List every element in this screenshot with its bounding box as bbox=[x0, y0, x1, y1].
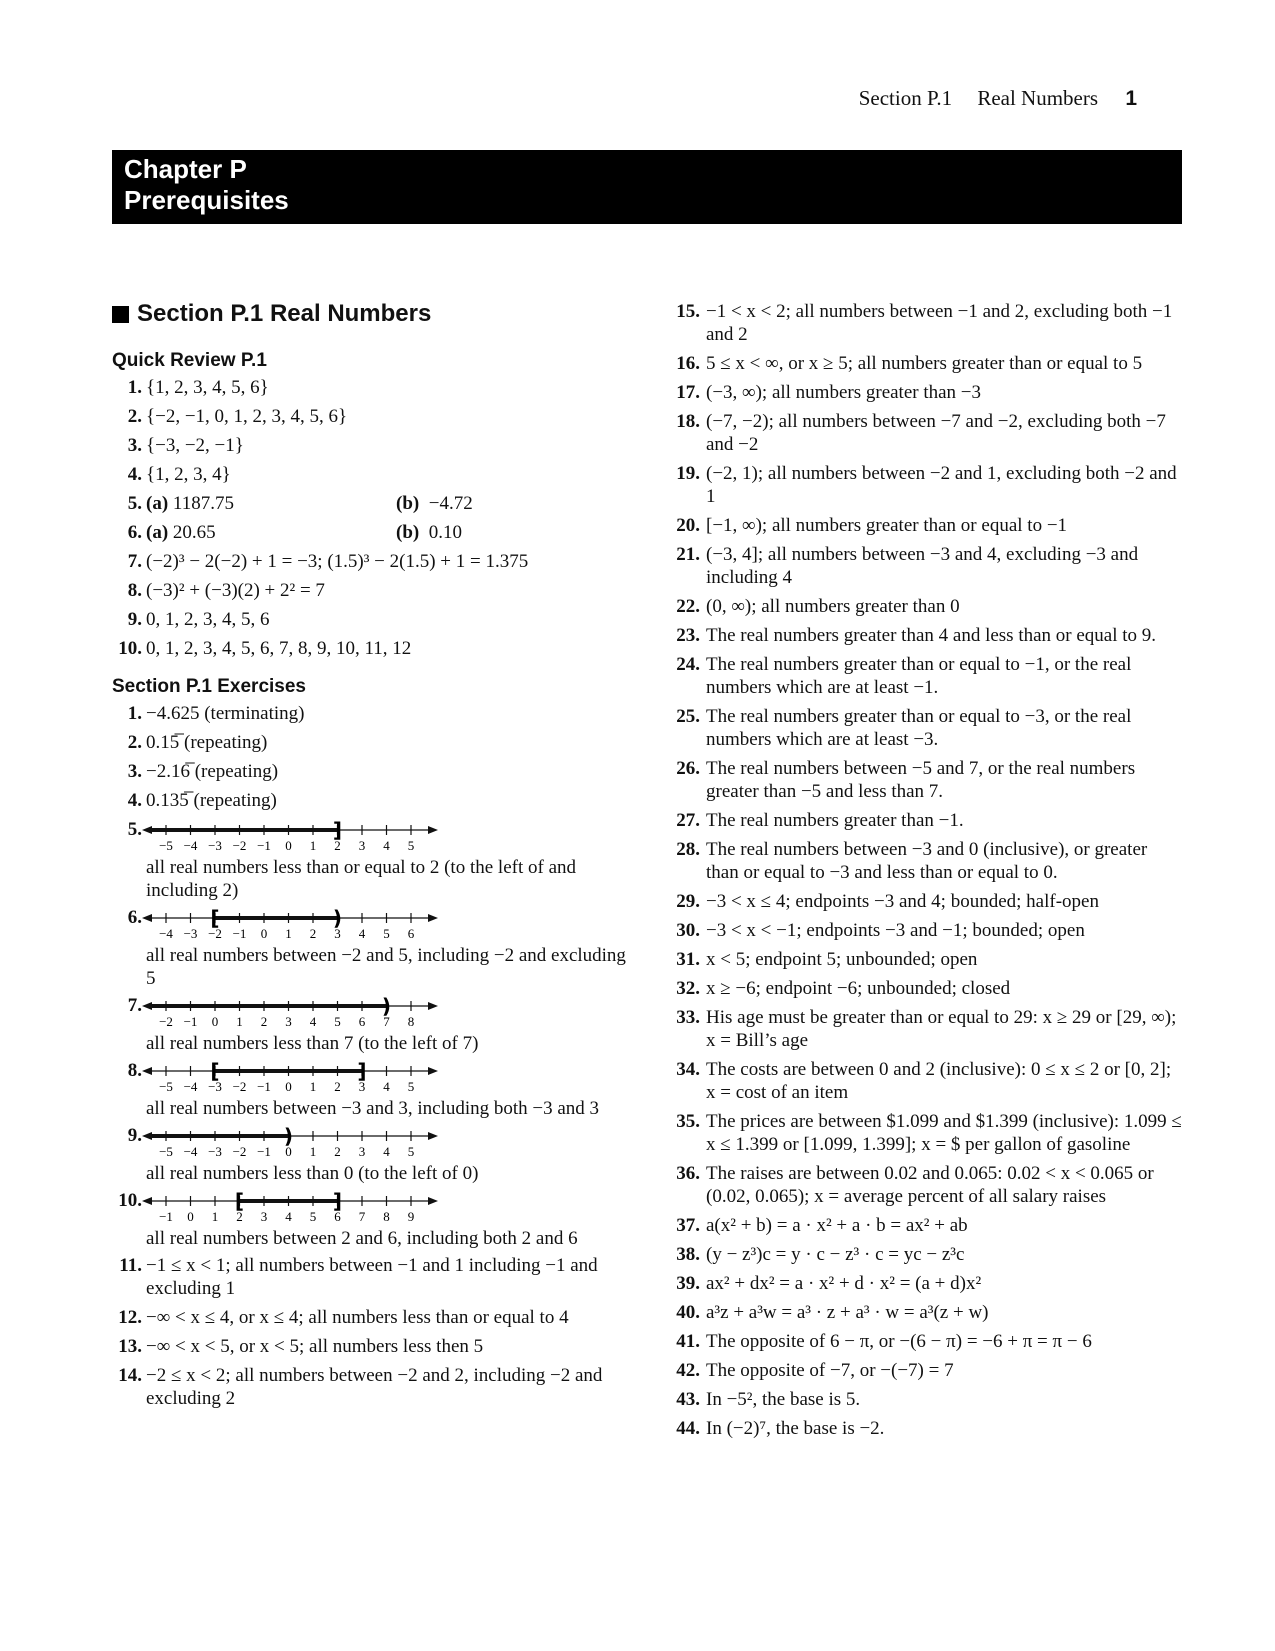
item-number: 15. bbox=[676, 301, 700, 322]
number-line bbox=[142, 1189, 442, 1225]
tick-label: −1 bbox=[257, 1144, 271, 1159]
list-item bbox=[112, 608, 632, 631]
number-line-item bbox=[112, 906, 632, 990]
tick-label: 5 bbox=[334, 1014, 341, 1029]
tick-label: 2 bbox=[309, 926, 317, 941]
item-number: 8. bbox=[127, 580, 142, 601]
tick-label: −3 bbox=[183, 926, 198, 941]
item-number: 6. bbox=[127, 907, 142, 928]
right-arrow-icon bbox=[428, 914, 438, 922]
tick-label: 3 bbox=[260, 1209, 268, 1224]
item-text: The opposite of −7, or −(−7) = 7 bbox=[706, 1360, 954, 1381]
tick-label: 4 bbox=[383, 1144, 390, 1159]
tick-label: −3 bbox=[208, 1079, 222, 1094]
section-heading-text: Section P.1 Real Numbers bbox=[137, 300, 432, 327]
item-number: 29. bbox=[676, 891, 700, 912]
item-number: 22. bbox=[676, 596, 700, 617]
tick-label: −2 bbox=[208, 926, 222, 941]
number-line-description: all real numbers less than or equal to 2 (to the left of and including 2) bbox=[146, 857, 577, 901]
item-number: 44. bbox=[676, 1418, 700, 1439]
item-number: 1. bbox=[127, 703, 142, 724]
list-item bbox=[672, 1058, 1182, 1104]
tick-label: 0 bbox=[187, 1209, 194, 1224]
left-endpoint-bracket: [ bbox=[210, 1059, 220, 1083]
item-text: The real numbers greater than or equal to −1, or the real numbers which are at least −1. bbox=[706, 654, 1132, 698]
item-text: {1, 2, 3, 4} bbox=[146, 464, 231, 485]
item-text: The real numbers greater than or equal to −3, or the real numbers which are at least −3. bbox=[706, 706, 1132, 750]
item-text: (−2)³ − 2(−2) + 1 = −3; (1.5)³ − 2(1.5) + 1 = 1.375 bbox=[146, 551, 529, 572]
item-number: 3. bbox=[127, 435, 142, 456]
item-text: {−3, −2, −1} bbox=[146, 435, 244, 456]
list-item bbox=[672, 624, 1182, 647]
item-number: 13. bbox=[118, 1336, 142, 1357]
tick-label: 8 bbox=[383, 1209, 390, 1224]
item-text: 0, 1, 2, 3, 4, 5, 6 bbox=[146, 609, 270, 630]
quick-review-heading: Quick Review P.1 bbox=[112, 350, 267, 371]
item-text: [−1, ∞); all numbers greater than or equal to −1 bbox=[706, 515, 1068, 536]
item-text: x < 5; endpoint 5; unbounded; open bbox=[706, 949, 978, 970]
item-number: 25. bbox=[676, 706, 700, 727]
item-number: 39. bbox=[676, 1273, 700, 1294]
list-item bbox=[672, 1006, 1182, 1052]
item-text: (−3, ∞); all numbers greater than −3 bbox=[706, 382, 982, 403]
item-text: (0, ∞); all numbers greater than 0 bbox=[706, 596, 960, 617]
item-text: (y − z³)c = y · c − z³ · c = yc − z³c bbox=[706, 1244, 965, 1265]
tick-label: 1 bbox=[211, 1209, 219, 1224]
tick-label: 2 bbox=[334, 838, 341, 853]
list-item bbox=[112, 405, 632, 428]
tick-label: −4 bbox=[183, 1079, 198, 1094]
tick-label: 2 bbox=[260, 1014, 268, 1029]
list-item bbox=[672, 410, 1182, 456]
item-text: (−3, 4]; all numbers between −3 and 4, excluding −3 and including 4 bbox=[706, 544, 1139, 588]
item-number: 17. bbox=[676, 382, 700, 403]
item-text: 0.15̅ (repeating) bbox=[146, 732, 268, 753]
right-endpoint-bracket: ] bbox=[357, 1059, 367, 1083]
list-item bbox=[112, 550, 632, 573]
tick-label: −1 bbox=[159, 1209, 173, 1224]
tick-label: −5 bbox=[159, 838, 173, 853]
item-number: 4. bbox=[127, 790, 142, 811]
tick-label: 3 bbox=[358, 1079, 366, 1094]
tick-label: 5 bbox=[309, 1209, 317, 1224]
list-item bbox=[672, 1110, 1182, 1156]
left-arrow-icon bbox=[142, 914, 152, 922]
list-item bbox=[112, 579, 632, 602]
item-number: 36. bbox=[676, 1163, 700, 1184]
tick-label: −2 bbox=[232, 838, 247, 853]
item-number: 6. bbox=[127, 522, 142, 543]
item-text: a(x² + b) = a · x² + a · b = ax² + ab bbox=[706, 1215, 968, 1236]
list-item bbox=[672, 977, 1182, 1000]
list-item bbox=[672, 705, 1182, 751]
item-number: 41. bbox=[676, 1331, 700, 1352]
tick-label: 5 bbox=[407, 1144, 415, 1159]
tick-label: −1 bbox=[257, 1079, 271, 1094]
item-text: −2 ≤ x < 2; all numbers between −2 and 2, including −2 and excluding 2 bbox=[146, 1365, 603, 1409]
list-item bbox=[672, 1243, 1182, 1266]
running-head-section: Section P.1 bbox=[858, 86, 953, 110]
tick-label: 4 bbox=[285, 1209, 292, 1224]
list-item bbox=[672, 1359, 1182, 1382]
number-line-description: all real numbers less than 0 (to the left of 0) bbox=[146, 1163, 479, 1184]
part-value: 1187.75 bbox=[172, 493, 234, 514]
square-bullet-icon bbox=[112, 306, 129, 323]
number-line-item bbox=[112, 994, 632, 1055]
right-arrow-icon bbox=[428, 1067, 438, 1075]
part-value: 0.10 bbox=[428, 522, 462, 543]
item-text: −1 ≤ x < 1; all numbers between −1 and 1 including −1 and excluding 1 bbox=[146, 1255, 598, 1299]
item-text: a³z + a³w = a³ · z + a³ · w = a³(z + w) bbox=[706, 1302, 989, 1323]
quick-review-list-continued bbox=[112, 550, 632, 660]
item-number: 18. bbox=[676, 411, 700, 432]
tick-label: 4 bbox=[309, 1014, 317, 1029]
tick-label: 3 bbox=[285, 1014, 292, 1029]
tick-label: 2 bbox=[236, 1209, 243, 1224]
tick-label: −1 bbox=[183, 1014, 198, 1029]
item-text: −3 < x < −1; endpoints −3 and −1; bounded; open bbox=[706, 920, 1085, 941]
item-number: 37. bbox=[676, 1215, 700, 1236]
item-text: −2.16̅ (repeating) bbox=[146, 761, 279, 782]
item-text: {−2, −1, 0, 1, 2, 3, 4, 5, 6} bbox=[146, 406, 348, 427]
list-item bbox=[672, 352, 1182, 375]
list-item bbox=[672, 809, 1182, 832]
tick-label: −1 bbox=[257, 838, 271, 853]
part-value: 20.65 bbox=[172, 522, 216, 543]
list-item bbox=[112, 521, 632, 544]
list-item bbox=[672, 1330, 1182, 1353]
list-item bbox=[112, 1306, 632, 1329]
item-text: −∞ < x ≤ 4, or x ≤ 4; all numbers less than or equal to 4 bbox=[146, 1307, 569, 1328]
item-number: 40. bbox=[676, 1302, 700, 1323]
item-number: 2. bbox=[127, 406, 142, 427]
list-item bbox=[672, 653, 1182, 699]
tick-label: 9 bbox=[407, 1209, 415, 1224]
tick-label: 6 bbox=[407, 926, 415, 941]
number-line-description: all real numbers less than 7 (to the left of 7) bbox=[146, 1033, 479, 1054]
number-line bbox=[142, 818, 442, 854]
chapter-label: Chapter P bbox=[124, 154, 247, 184]
list-item bbox=[672, 948, 1182, 971]
item-number: 43. bbox=[676, 1389, 700, 1410]
list-item bbox=[112, 376, 632, 399]
item-text: 0, 1, 2, 3, 4, 5, 6, 7, 8, 9, 10, 11, 12 bbox=[146, 638, 412, 659]
tick-label: 5 bbox=[407, 1079, 415, 1094]
list-item bbox=[672, 1417, 1182, 1440]
tick-label: 7 bbox=[358, 1209, 366, 1224]
tick-label: −4 bbox=[159, 926, 173, 941]
number-line-item bbox=[112, 1189, 632, 1250]
number-line bbox=[142, 1059, 442, 1095]
quick-review-list bbox=[112, 376, 632, 486]
number-line-description: all real numbers between −3 and 3, including both −3 and 3 bbox=[146, 1098, 600, 1119]
list-item bbox=[672, 514, 1182, 537]
item-number: 11. bbox=[119, 1255, 142, 1276]
tick-label: −2 bbox=[159, 1014, 173, 1029]
list-item bbox=[672, 757, 1182, 803]
tick-label: 2 bbox=[334, 1144, 341, 1159]
item-text: {1, 2, 3, 4, 5, 6} bbox=[146, 377, 269, 398]
left-arrow-icon bbox=[142, 1067, 152, 1075]
list-item bbox=[672, 595, 1182, 618]
list-item bbox=[672, 1162, 1182, 1208]
list-item bbox=[672, 300, 1182, 346]
item-number: 3. bbox=[127, 761, 142, 782]
item-number: 5. bbox=[127, 819, 142, 840]
tick-label: −2 bbox=[232, 1079, 247, 1094]
list-item bbox=[672, 381, 1182, 404]
item-number: 12. bbox=[118, 1307, 142, 1328]
item-text: −∞ < x < 5, or x < 5; all numbers less then 5 bbox=[146, 1336, 484, 1357]
left-arrow-icon bbox=[142, 1197, 152, 1205]
list-item bbox=[112, 702, 632, 725]
item-number: 7. bbox=[127, 551, 142, 572]
list-item bbox=[112, 1364, 632, 1410]
part-label: (a) bbox=[146, 522, 169, 543]
item-text: (−3)² + (−3)(2) + 2² = 7 bbox=[146, 580, 325, 601]
list-item bbox=[112, 434, 632, 457]
item-text: His age must be greater than or equal to 29: x ≥ 29 or [29, ∞); x = Bill’s age bbox=[706, 1007, 1177, 1051]
item-number: 26. bbox=[676, 758, 700, 779]
number-line-item bbox=[112, 818, 632, 902]
item-number: 35. bbox=[676, 1111, 700, 1132]
right-endpoint-bracket: ] bbox=[332, 1189, 343, 1213]
part-label: (a) bbox=[146, 493, 169, 514]
list-item bbox=[672, 1272, 1182, 1295]
list-item bbox=[672, 890, 1182, 913]
number-line bbox=[142, 906, 442, 942]
tick-label: −4 bbox=[183, 838, 198, 853]
item-number: 10. bbox=[118, 638, 142, 659]
tick-label: −5 bbox=[159, 1144, 173, 1159]
item-text: −4.625 (terminating) bbox=[146, 703, 305, 724]
list-item bbox=[112, 731, 632, 754]
item-text: The real numbers greater than 4 and less than or equal to 9. bbox=[706, 625, 1157, 646]
exercise-list-continued bbox=[112, 1254, 632, 1410]
number-line bbox=[142, 994, 442, 1030]
number-line-description: all real numbers between −2 and 5, including −2 and excluding 5 bbox=[146, 945, 626, 989]
page-number: 1 bbox=[1125, 87, 1137, 110]
item-number: 1. bbox=[127, 377, 142, 398]
item-number: 2. bbox=[127, 732, 142, 753]
tick-label: 6 bbox=[334, 1209, 341, 1224]
item-number: 31. bbox=[676, 949, 700, 970]
item-number: 19. bbox=[676, 463, 700, 484]
right-endpoint-bracket: ) bbox=[381, 994, 392, 1018]
item-text: The real numbers between −5 and 7, or the real numbers greater than −5 and less than 7. bbox=[706, 758, 1136, 802]
list-item bbox=[112, 637, 632, 660]
section-heading bbox=[112, 300, 632, 328]
item-number: 16. bbox=[676, 353, 700, 374]
list-item bbox=[672, 919, 1182, 942]
item-text: (−7, −2); all numbers between −7 and −2, excluding both −7 and −2 bbox=[706, 411, 1166, 455]
item-number: 7. bbox=[127, 995, 142, 1016]
list-item bbox=[112, 1335, 632, 1358]
list-item bbox=[672, 462, 1182, 508]
item-text: 0.135̅ (repeating) bbox=[146, 790, 277, 811]
item-text: 5 ≤ x < ∞, or x ≥ 5; all numbers greater than or equal to 5 bbox=[706, 353, 1143, 374]
item-number: 10. bbox=[118, 1190, 142, 1211]
answer-list bbox=[672, 300, 1182, 1440]
item-number: 20. bbox=[676, 515, 700, 536]
tick-label: 4 bbox=[383, 838, 390, 853]
right-column bbox=[672, 300, 1182, 1446]
item-text: −1 < x < 2; all numbers between −1 and 2, excluding both −1 and 2 bbox=[706, 301, 1173, 345]
item-number: 21. bbox=[676, 544, 700, 565]
right-endpoint-bracket: ] bbox=[332, 818, 343, 842]
tick-label: 0 bbox=[285, 1079, 292, 1094]
list-item bbox=[112, 463, 632, 486]
right-arrow-icon bbox=[428, 1132, 438, 1140]
tick-label: 4 bbox=[383, 1079, 390, 1094]
left-column bbox=[112, 300, 632, 1416]
item-text: The raises are between 0.02 and 0.065: 0.02 < x < 0.065 or (0.02, 0.065); x = average percent of all salary raises bbox=[706, 1163, 1154, 1207]
left-endpoint-bracket: [ bbox=[234, 1189, 245, 1213]
tick-label: −4 bbox=[183, 1144, 198, 1159]
item-number: 42. bbox=[676, 1360, 700, 1381]
item-number: 8. bbox=[127, 1060, 142, 1081]
tick-label: 3 bbox=[334, 926, 341, 941]
item-text: The real numbers between −3 and 0 (inclusive), or greater than or equal to −3 and less than or equal to 0. bbox=[706, 839, 1148, 883]
right-arrow-icon bbox=[428, 826, 438, 834]
number-line-item bbox=[112, 1059, 632, 1120]
tick-label: 0 bbox=[260, 926, 268, 941]
item-text: The costs are between 0 and 2 (inclusive): 0 ≤ x ≤ 2 or [0, 2]; x = cost of an item bbox=[706, 1059, 1172, 1103]
number-line-list bbox=[112, 818, 632, 1250]
list-item bbox=[112, 1254, 632, 1300]
tick-label: 6 bbox=[358, 1014, 366, 1029]
item-number: 28. bbox=[676, 839, 700, 860]
item-number: 24. bbox=[676, 654, 700, 675]
list-item bbox=[672, 1388, 1182, 1411]
right-arrow-icon bbox=[428, 1002, 438, 1010]
item-number: 27. bbox=[676, 810, 700, 831]
item-number: 23. bbox=[676, 625, 700, 646]
running-head bbox=[859, 86, 1137, 111]
number-line bbox=[142, 1124, 442, 1160]
item-text: −3 < x ≤ 4; endpoints −3 and 4; bounded; half-open bbox=[706, 891, 1099, 912]
item-number: 9. bbox=[127, 1125, 142, 1146]
tick-label: 1 bbox=[309, 1079, 317, 1094]
chapter-banner bbox=[112, 150, 1182, 224]
item-number: 34. bbox=[676, 1059, 700, 1080]
exercises-heading: Section P.1 Exercises bbox=[112, 676, 306, 697]
tick-label: −3 bbox=[208, 838, 222, 853]
list-item bbox=[112, 760, 632, 783]
item-text: The opposite of 6 − π, or −(6 − π) = −6 + π = π − 6 bbox=[706, 1331, 1092, 1352]
tick-label: 1 bbox=[285, 926, 292, 941]
tick-label: −5 bbox=[159, 1079, 173, 1094]
item-number: 32. bbox=[676, 978, 700, 999]
item-text: In (−2)⁷, the base is −2. bbox=[706, 1418, 885, 1439]
exercise-list bbox=[112, 702, 632, 812]
list-item bbox=[112, 492, 632, 515]
list-item bbox=[672, 543, 1182, 589]
tick-label: 3 bbox=[358, 1144, 366, 1159]
item-number: 9. bbox=[127, 609, 142, 630]
tick-label: −1 bbox=[232, 926, 247, 941]
tick-label: 7 bbox=[383, 1014, 390, 1029]
tick-label: 1 bbox=[309, 1144, 317, 1159]
item-text: The prices are between $1.099 and $1.399 (inclusive): 1.099 ≤ x ≤ 1.399 or [1.099, 1.399]; x = $ per gallon of gasoline bbox=[706, 1111, 1182, 1155]
tick-label: 2 bbox=[334, 1079, 341, 1094]
list-item bbox=[672, 1214, 1182, 1237]
tick-label: 0 bbox=[211, 1014, 219, 1029]
list-item bbox=[112, 789, 632, 812]
item-number: 14. bbox=[118, 1365, 142, 1386]
item-number: 33. bbox=[676, 1007, 700, 1028]
item-number: 38. bbox=[676, 1244, 700, 1265]
item-text: In −5², the base is 5. bbox=[706, 1389, 861, 1410]
part-value: −4.72 bbox=[428, 493, 473, 514]
item-number: 30. bbox=[676, 920, 700, 941]
right-arrow-icon bbox=[428, 1197, 438, 1205]
tick-label: 3 bbox=[358, 838, 366, 853]
left-endpoint-bracket: [ bbox=[210, 906, 220, 930]
list-item bbox=[672, 838, 1182, 884]
item-number: 4. bbox=[127, 464, 142, 485]
item-text: x ≥ −6; endpoint −6; unbounded; closed bbox=[706, 978, 1011, 999]
tick-label: −3 bbox=[208, 1144, 222, 1159]
tick-label: 5 bbox=[383, 926, 390, 941]
tick-label: 0 bbox=[285, 838, 292, 853]
tick-label: −2 bbox=[232, 1144, 247, 1159]
item-text: The real numbers greater than −1. bbox=[706, 810, 964, 831]
tick-label: 4 bbox=[358, 926, 366, 941]
tick-label: 5 bbox=[407, 838, 415, 853]
tick-label: 1 bbox=[309, 838, 317, 853]
running-head-title: Real Numbers bbox=[977, 86, 1099, 110]
right-endpoint-bracket: ) bbox=[332, 906, 343, 930]
part-label: (b) bbox=[396, 493, 420, 514]
tick-label: 0 bbox=[285, 1144, 292, 1159]
number-line-description: all real numbers between 2 and 6, including both 2 and 6 bbox=[146, 1228, 578, 1249]
part-label: (b) bbox=[396, 522, 420, 543]
item-number: 5. bbox=[127, 493, 142, 514]
chapter-title: Prerequisites bbox=[124, 185, 289, 215]
item-text: ax² + dx² = a · x² + d · x² = (a + d)x² bbox=[706, 1273, 982, 1294]
tick-label: 8 bbox=[407, 1014, 415, 1029]
right-endpoint-bracket: ) bbox=[283, 1124, 294, 1148]
list-item bbox=[672, 1301, 1182, 1324]
item-text: (−2, 1); all numbers between −2 and 1, excluding both −2 and 1 bbox=[706, 463, 1177, 507]
tick-label: 1 bbox=[236, 1014, 243, 1029]
number-line-item bbox=[112, 1124, 632, 1185]
